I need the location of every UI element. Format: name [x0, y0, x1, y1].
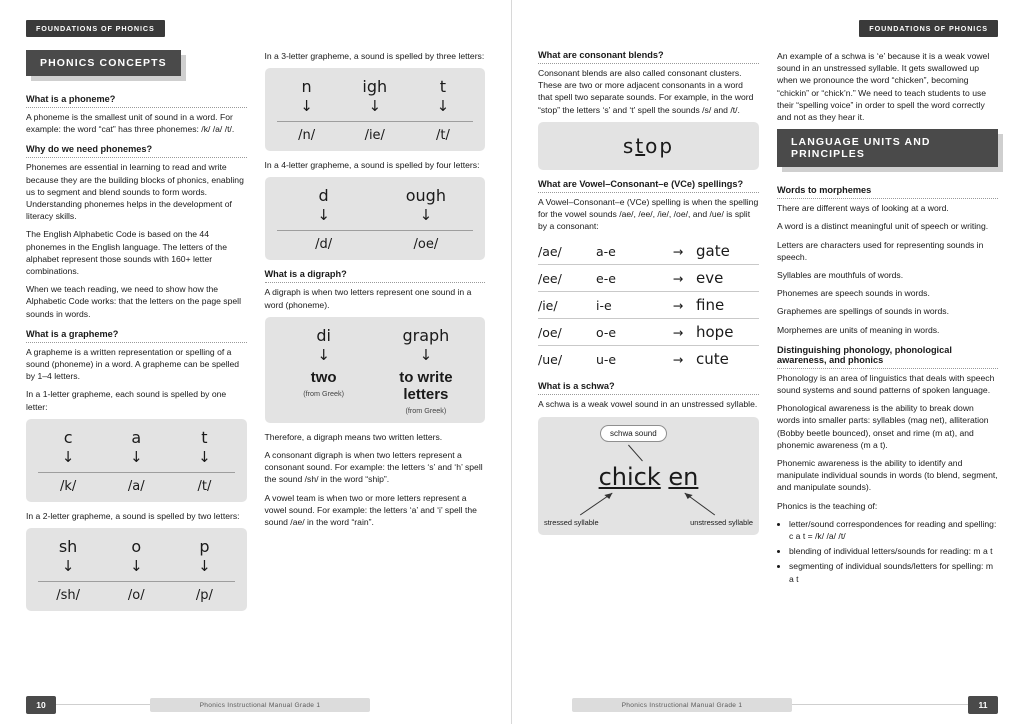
divider [277, 121, 474, 122]
right-column-1 [538, 50, 759, 680]
left-column-2 [265, 50, 486, 680]
table-vce [538, 238, 759, 372]
heading-consonant-blends: What are consonant blends? [538, 50, 759, 64]
right-columns [538, 50, 998, 680]
grapheme-cell [102, 428, 170, 449]
text-two-letter-grapheme: In a 2-letter grapheme, a sound is spelled by two letters: [26, 510, 240, 521]
arrow-cell [341, 98, 409, 116]
diagram-schwa [538, 417, 759, 535]
grapheme-sound: /k/ [59, 478, 77, 494]
vce-word: hope [696, 323, 734, 342]
grapheme-letter: a [131, 427, 142, 447]
vce-sound: /ue/ [538, 351, 563, 367]
text-graphemes-def: Graphemes are spellings of sounds in words. [777, 306, 949, 317]
arrow-down-icon: ↓ [61, 557, 75, 576]
grapheme-cell [375, 186, 477, 207]
box-digraph-etymology [265, 317, 486, 423]
box-sounds-row [34, 586, 239, 603]
digraph-arrow-row [273, 347, 478, 365]
text-grapheme-1: A grapheme is a written representation or spelling of a sound (phoneme) in a word. A grapheme can be spelled by 1–4 letters. [26, 346, 240, 382]
text-phonemes-def: Phonemes are speech sounds in words. [777, 288, 930, 299]
arrow-cell [34, 449, 102, 467]
digraph-meaning-word: to write letters [399, 368, 453, 403]
arrow-cell [34, 558, 102, 576]
vce-word: eve [696, 269, 724, 288]
box-letters-row [273, 77, 478, 98]
grapheme-sound: /sh/ [56, 588, 80, 604]
box-two-letter-grapheme [26, 528, 247, 611]
digraph-origin-note: (from Greek) [405, 405, 447, 415]
arrow-right-icon: → [672, 243, 684, 259]
arrow-right-icon: → [672, 297, 684, 313]
left-running-head-wrap [26, 18, 485, 36]
vce-word: fine [696, 296, 725, 315]
text-vowel-team: A vowel team is when two or more letters represent a vowel sound. For example: the letters ‘a’ and ‘i’ spell the sound /ae/ in the word “rain”. [264, 492, 477, 528]
box-sounds-row [273, 126, 478, 143]
table-row [538, 292, 759, 319]
arrow-down-icon: ↓ [198, 557, 211, 576]
grapheme-cell [170, 537, 238, 558]
digraph-meaning [375, 365, 477, 415]
footer-rule [792, 704, 968, 705]
heading-what-is-phoneme: What is a phoneme? [26, 94, 247, 108]
box-arrow-row [273, 207, 478, 225]
arrow-right-icon: → [672, 351, 684, 367]
box-arrow-row [34, 449, 239, 467]
arrow-right-icon: → [672, 270, 684, 286]
digraph-part-label: di [316, 325, 331, 345]
grapheme-sound: /ie/ [364, 128, 385, 144]
list-item: • segmenting of individual sounds/letters for spelling: m a t [789, 560, 998, 584]
text-phonics-is: Phonics is the teaching of: [777, 500, 878, 511]
text-word-def: A word is a distinct meaningful unit of speech or writing. [777, 221, 989, 232]
right-footer [512, 682, 1024, 724]
arrow-down-icon: ↓ [368, 97, 382, 116]
grapheme-sound: /o/ [127, 588, 145, 604]
left-footer [0, 682, 511, 724]
right-column-2 [777, 50, 998, 680]
heading-what-is-schwa: What is a schwa? [538, 381, 759, 395]
footer-title-right: Phonics Instructional Manual Grade 1 [572, 698, 792, 712]
grapheme-letter: d [318, 186, 329, 206]
arrow-cell [102, 449, 170, 467]
divider [38, 581, 235, 582]
box-one-letter-grapheme [26, 419, 247, 502]
vce-pattern: e-e [596, 270, 616, 286]
grapheme-letter: n [301, 77, 312, 97]
arrow-down-icon: ↓ [317, 345, 330, 364]
grapheme-letter: p [199, 537, 210, 557]
sound-cell [170, 586, 238, 603]
sound-cell [34, 586, 102, 603]
grapheme-cell [341, 77, 409, 98]
grapheme-cell [273, 186, 375, 207]
vce-pattern: a-e [596, 243, 616, 259]
arrow-cell [375, 207, 477, 225]
label-stressed-syllable: stressed syllable [544, 517, 599, 527]
arrow-cell [273, 207, 375, 225]
arrow-cell [409, 98, 477, 116]
sound-cell [341, 126, 409, 143]
grapheme-sound: /d/ [315, 237, 333, 253]
table-row [538, 346, 759, 372]
stop-underlined: t [635, 133, 646, 158]
digraph-part [273, 326, 375, 347]
vce-pattern: o-e [596, 324, 617, 340]
grapheme-sound: /t/ [197, 478, 212, 494]
grapheme-letter: t [201, 427, 208, 447]
running-head: FOUNDATIONS OF PHONICS [859, 20, 998, 37]
heading-what-is-grapheme: What is a grapheme? [26, 329, 247, 343]
word-chicken [538, 463, 759, 491]
arrow-down-icon: ↓ [419, 206, 433, 225]
digraph-part [375, 326, 477, 347]
text-phoneme: A phoneme is the smallest unit of sound in a word. For example: the word “cat” has three phonemes: /k/ /a/ /t/. [26, 112, 235, 135]
grapheme-letter: sh [58, 537, 78, 557]
box-arrow-row [34, 558, 239, 576]
arrow-down-icon: ↓ [129, 557, 143, 576]
table-row [538, 265, 759, 292]
digraph-meaning [273, 365, 375, 398]
grapheme-letter: c [63, 427, 73, 447]
digraph-origin-note: (from Greek) [303, 388, 344, 398]
list-item: • blending of individual letters/sounds for reading: m a t [789, 545, 998, 557]
arrow-down-icon: ↓ [129, 447, 143, 466]
grapheme-sound: /oe/ [413, 237, 439, 253]
grapheme-sound: /p/ [195, 588, 213, 604]
arrow-cell [170, 558, 238, 576]
sound-cell [273, 235, 375, 252]
vce-sound: /ae/ [538, 243, 562, 259]
text-digraph: A digraph is when two letters represent one sound in a word (phoneme). [264, 287, 472, 310]
page-number-left: 10 [26, 696, 56, 714]
arrow-cell [273, 347, 375, 365]
grapheme-letter: o [131, 537, 142, 557]
divider [277, 230, 474, 231]
sound-cell [170, 477, 238, 494]
sound-cell [102, 477, 170, 494]
box-letters-row [34, 428, 239, 449]
sound-cell [34, 477, 102, 494]
arrow-cell [170, 449, 238, 467]
text-phonemes-1: Phonemes are essential in learning to read and write because they are the building blocks of phonics, enabling us to segment and blend sounds to form words. Understanding phonemes helps in the development of literacy skills. [26, 162, 244, 222]
table-row [538, 319, 759, 346]
arrow-cell [375, 347, 477, 365]
arrow-down-icon: ↓ [198, 447, 211, 466]
text-phonology: Phonology is an area of linguistics that deals with speech sound systems and sound patterns of spoken language. [777, 372, 995, 396]
list-phonics-teaching [789, 518, 998, 585]
text-three-letter-grapheme: In a 3-letter grapheme, a sound is spelled by three letters: [264, 51, 485, 61]
heading-why-phonemes: Why do we need phonemes? [26, 144, 247, 158]
vce-sound: /ie/ [538, 297, 558, 313]
text-consonant-blends: Consonant blends are also called consonant clusters. These are two or more adjacent consonants in a word that spell two separate sounds. For example, in the word “stop” the letters ‘s’ and ‘t’ spell the sounds /s/ and /t/. [538, 68, 754, 115]
schwa-callout-bubble: schwa sound [600, 425, 667, 442]
digraph-parts-row [273, 326, 478, 347]
digraph-meaning-word: two [310, 368, 337, 386]
vce-pattern: u-e [596, 351, 617, 367]
footer-title-left: Phonics Instructional Manual Grade 1 [150, 698, 370, 712]
sound-cell [409, 126, 477, 143]
phonics-concepts-banner-holder [26, 50, 247, 85]
digraph-part-label: graph [402, 325, 450, 345]
left-column-1 [26, 50, 247, 680]
chicken-stressed-part: chick [598, 462, 661, 491]
list-item: • letter/sound correspondences for reading and spelling: c a t = /k/ /a/ /t/ [789, 518, 998, 542]
text-digraph-means: Therefore, a digraph means two written letters. [264, 431, 443, 442]
heading-distinguishing: Distinguishing phonology, phonological awareness, and phonics [777, 345, 998, 369]
right-running-head-wrap [538, 18, 998, 36]
word-stop [623, 134, 674, 158]
arrow-down-icon: ↓ [300, 97, 313, 116]
vce-sound: /ee/ [538, 270, 562, 286]
text-syllables-def: Syllables are mouthfuls of words. [777, 270, 904, 281]
sound-cell [273, 126, 341, 143]
sound-cell [102, 586, 170, 603]
stop-prefix: s [622, 133, 636, 158]
grapheme-cell [170, 428, 238, 449]
grapheme-letter: t [439, 77, 447, 97]
chicken-unstressed-part: en [668, 462, 699, 491]
text-ways-of-looking: There are different ways of looking at a word. [777, 203, 949, 214]
table-row [538, 238, 759, 265]
schwa-labels [544, 518, 753, 527]
text-consonant-digraph: A consonant digraph is when two letters represent a consonant sound. For example: the letters ‘s’ and ‘h’ spell the sound /sh/ in the word “ship”. [264, 450, 483, 485]
arrow-cell [102, 558, 170, 576]
language-units-banner: LANGUAGE UNITS AND PRINCIPLES [777, 129, 998, 167]
grapheme-sound: /n/ [298, 128, 316, 144]
arrow-cell [273, 98, 341, 116]
grapheme-sound: /a/ [127, 478, 145, 494]
grapheme-sound: /t/ [436, 128, 450, 144]
heading-what-is-digraph: What is a digraph? [265, 269, 486, 283]
sound-cell [375, 235, 477, 252]
text-phonemic-awareness: Phonemic awareness is the ability to identify and manipulate individual sounds in words (to blend, segment, and manipulate sounds). [777, 458, 998, 493]
phonics-concepts-banner: PHONICS CONCEPTS [26, 50, 181, 76]
grapheme-cell [34, 537, 102, 558]
text-four-letter-grapheme: In a 4-letter grapheme, a sound is spelled by four letters: [264, 160, 480, 171]
stop-suffix: op [645, 133, 675, 158]
text-schwa-example: An example of a schwa is ‘e’ because it is a weak vowel sound in an unstressed syllable. It gets swallowed up when we pronounce the word “chicken”, becoming “chickin” or “chick’n.” We need to teach students to use their “spelling voice” in order to spell the word correctly and not as they hear it. [777, 51, 990, 123]
running-head: FOUNDATIONS OF PHONICS [26, 20, 165, 37]
arrow-right-icon: → [672, 324, 684, 340]
box-sounds-row [34, 477, 239, 494]
box-three-letter-grapheme [265, 68, 486, 151]
box-four-letter-grapheme [265, 177, 486, 260]
vce-pattern: i-e [596, 297, 612, 313]
text-letters-def: Letters are characters used for representing sounds in speech. [777, 239, 984, 262]
arrow-down-icon: ↓ [436, 97, 450, 116]
box-letters-row [273, 186, 478, 207]
arrow-down-icon: ↓ [317, 206, 330, 225]
box-arrow-row [273, 98, 478, 116]
text-phonological-awareness: Phonological awareness is the ability to break down words into smaller parts: syllables (mag net), alliteration (Bobby beetle bounced), onset and rime (m at), and phonemic awareness (m a t). [777, 403, 989, 450]
text-schwa: A schwa is a weak vowel sound in an unstressed syllable. [538, 399, 758, 410]
box-word-stop [538, 122, 759, 170]
language-units-banner-holder [777, 129, 998, 176]
right-page [512, 0, 1024, 724]
vce-word: gate [696, 242, 730, 261]
page-number-right: 11 [968, 696, 998, 714]
grapheme-letter: ough [405, 186, 446, 206]
text-grapheme-2: In a 1-letter grapheme, each sound is spelled by one letter: [26, 389, 227, 412]
text-phonemes-2: The English Alphabetic Code is based on the 44 phonemes in the English language. The letters of the alphabet represent those sounds with 160+ letter combinations. [26, 229, 227, 277]
grapheme-cell [34, 428, 102, 449]
heading-vce: What are Vowel–Consonant–e (VCe) spellings? [538, 179, 759, 193]
arrow-down-icon: ↓ [61, 447, 75, 466]
grapheme-cell [102, 537, 170, 558]
box-sounds-row [273, 235, 478, 252]
grapheme-cell [409, 77, 477, 98]
digraph-meanings-row [273, 365, 478, 415]
left-columns [26, 50, 485, 680]
text-morphemes-def: Morphemes are units of meaning in words. [777, 324, 940, 335]
label-unstressed-syllable: unstressed syllable [690, 517, 753, 527]
grapheme-cell [273, 77, 341, 98]
vce-word: cute [696, 350, 729, 369]
vce-sound: /oe/ [538, 324, 562, 340]
box-letters-row [34, 537, 239, 558]
grapheme-letter: igh [362, 77, 388, 97]
divider [38, 472, 235, 473]
arrow-down-icon: ↓ [419, 345, 433, 364]
text-phonemes-3: When we teach reading, we need to show how the Alphabetic Code works: that the letters on the page spell sounds in words. [26, 284, 241, 319]
heading-words-to-morphemes: Words to morphemes [777, 185, 998, 199]
text-vce: A Vowel–Consonant–e (VCe) spelling is when the spelling for the vowel sounds /ae/, /ee/, /ie/, /oe/, and /ue/ is split by a consonant: [538, 196, 759, 232]
